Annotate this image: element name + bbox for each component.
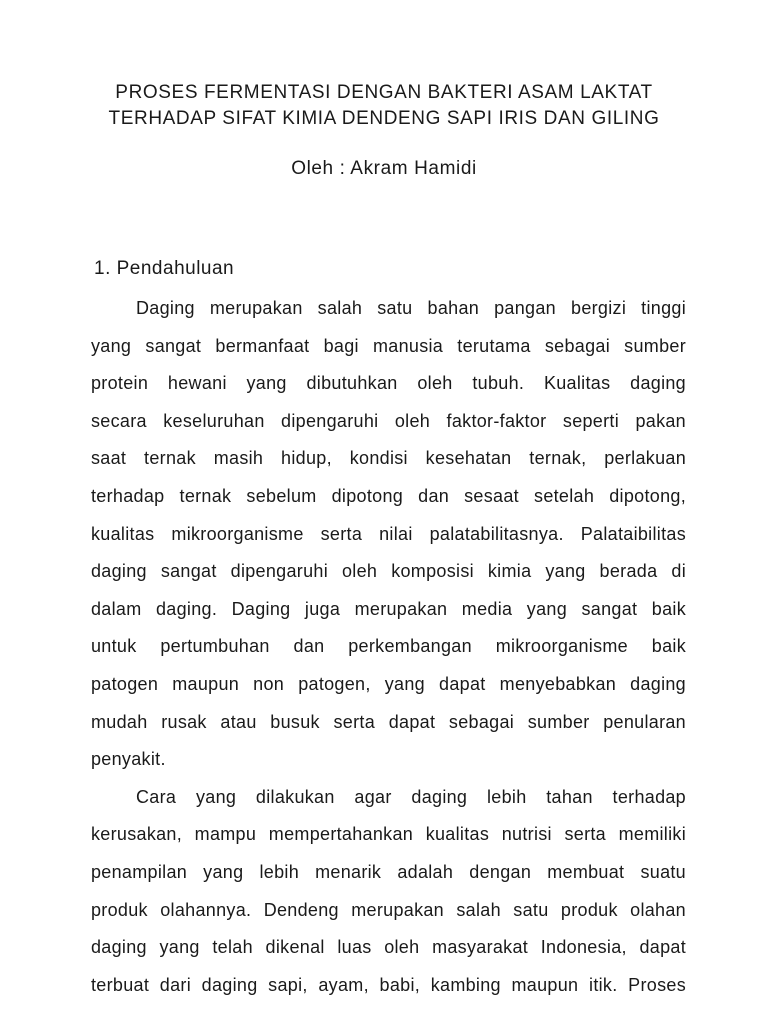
- document-title: [60, 80, 708, 132]
- paragraph-1-line: yang sangat bermanfaat bagi manusia terutama sebagai sumber: [91, 335, 686, 356]
- paragraph-1-line: mudah rusak atau busuk serta dapat sebagai sumber penularan: [91, 711, 686, 732]
- paragraph-1-line: daging sangat dipengaruhi oleh komposisi kimia yang berada di: [91, 561, 686, 582]
- paragraph-1-line: secara keseluruhan dipengaruhi oleh faktor-faktor seperti pakan: [91, 410, 686, 431]
- paragraph-1-line: patogen maupun non patogen, yang dapat menyebabkan daging: [91, 673, 686, 694]
- paragraph-2-line: produk olahannya. Dendeng merupakan salah satu produk olahan: [91, 899, 686, 920]
- paragraph-2-line: penampilan yang lebih menarik adalah dengan membuat suatu: [91, 861, 686, 882]
- paragraph-1-line: saat ternak masih hidup, kondisi kesehatan ternak, perlakuan: [91, 448, 686, 469]
- paragraph-2-line: terbuat dari daging sapi, ayam, babi, kambing maupun itik. Proses: [91, 974, 686, 995]
- paragraph-1-line: terhadap ternak sebelum dipotong dan sesaat setelah dipotong,: [91, 485, 686, 506]
- title-line-2: TERHADAP SIFAT KIMIA DENDENG SAPI IRIS DAN GILING: [108, 108, 660, 129]
- paragraph-2-line: daging yang telah dikenal luas oleh masyarakat Indonesia, dapat: [91, 937, 686, 958]
- paragraph-1-line: penyakit.: [91, 749, 166, 770]
- paragraph-2-line: Cara yang dilakukan agar daging lebih tahan terhadap: [136, 786, 686, 807]
- author-line: Oleh : Akram Hamidi: [291, 158, 477, 179]
- paragraph-1-line: dalam daging. Daging juga merupakan media yang sangat baik: [91, 598, 686, 619]
- paragraph-1-line: kualitas mikroorganisme serta nilai palatabilitasnya. Palataibilitas: [91, 523, 686, 544]
- title-line-1: PROSES FERMENTASI DENGAN BAKTERI ASAM LAKTAT: [115, 82, 653, 103]
- body-text: [91, 290, 686, 1004]
- paragraph-1-line: Daging merupakan salah satu bahan pangan bergizi tinggi: [136, 298, 686, 318]
- paragraph-2-line: kerusakan, mampu mempertahankan kualitas nutrisi serta memiliki: [91, 824, 686, 845]
- paragraph-1-line: protein hewani yang dibutuhkan oleh tubuh. Kualitas daging: [91, 373, 686, 394]
- section-heading: 1. Pendahuluan: [94, 258, 235, 279]
- paragraph-1-line: untuk pertumbuhan dan perkembangan mikroorganisme baik: [91, 636, 686, 657]
